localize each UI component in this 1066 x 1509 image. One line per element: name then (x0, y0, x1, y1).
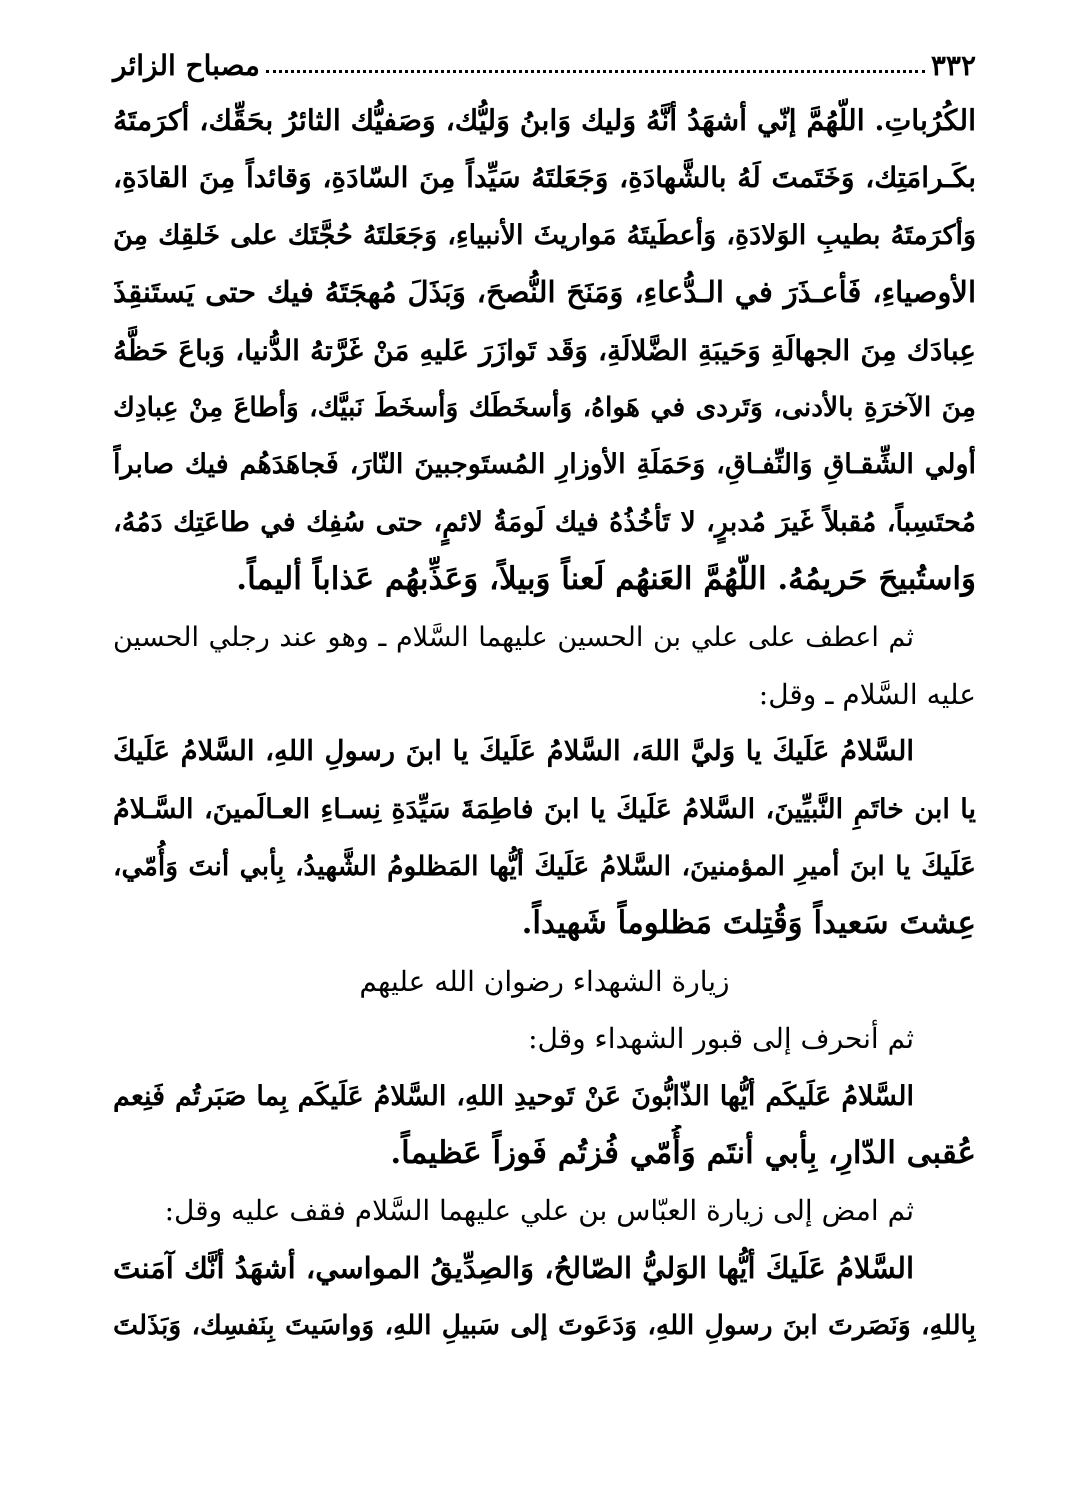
text-line: السَّلامُ عَلَيكَ أيُّها الوَليُّ الصّالحُ، وَالصِدِّيقُ المواسي، أشهَدُ أنَّك آمَنتَ (113, 1250, 914, 1285)
text-line: مُحتَسِباً، مُقبلاً غَيرَ مُدبرٍ، لا تَأخُذُهُ فيك لَومَةُ لائمٍ، حتى سُفِك في طاعَتِك دَمُهُ، (113, 506, 976, 538)
text-line: السَّلامُ عَلَيكَ يا وَليَّ اللهَ، السَّلامُ عَلَيكَ يا ابنَ رسولِ اللهِ، السَّلامُ عَلَيكَ (113, 735, 914, 768)
text-line: أولي الشِّقـاقِ وَالنِّفـاقِ، وَحَمَلَةِ الأوزارِ المُستَوجبينَ النّارَ، فَجاهَدَهُم فيك صابراً (113, 449, 976, 481)
text-line: وَاستُبيحَ حَريمُهُ. اللّهُمَّ العَنهُم لَعناً وَبيلاً، وَعَذِّبهُم عَذاباً أليماً. (236, 561, 976, 598)
text-line: يا ابن خاتَمِ النَّبيِّينَ، السَّلامُ عَلَيكَ يا ابنَ فاطِمَةَ سَيِّدَةِ نِسـاءِ العـالَمينَ، السَّـلامُ (113, 793, 976, 825)
text-line: الأوصياءِ، فَأعـذَرَ في الـدُّعاءِ، وَمَنَحَ النُّصحَ، وَبَذَلَ مُهجَتَهُ فيك حتى يَستَنقِذَ (113, 275, 976, 310)
book-title: مصباح الزائر (113, 49, 260, 82)
section-heading: زيارة الشهداء رضوان الله عليهم (359, 964, 730, 998)
text-line: عُقبى الدّارِ، بِأبي أنتَم وَأُمّي فُزتُم فَوزاً عَظيماً. (390, 1135, 976, 1172)
text-line: السَّلامُ عَلَيكَم أيُّها الذّابُّونَ عَنْ تَوحيدِ اللهِ، السَّلامُ عَلَيكَم بِما صَبَرتُم فَنِعم (113, 1080, 914, 1112)
page-number: ٣٣٢ (930, 49, 976, 82)
running-header (113, 42, 976, 82)
text-line: بكَـرامَتِك، وَخَتَمتَ لَهُ بالشَّهادَةِ، وَجَعَلتَهُ سَيِّداً مِنَ السّادَةِ، وَقائداً مِنَ القادَةِ، (113, 161, 976, 195)
header-leader-dots (266, 70, 925, 73)
text-line: عِبادَك مِنَ الجهالَةِ وَحَيبَةِ الضَّلالَةِ، وَقَد تَوازَرَ عَليهِ مَنْ غَرَّتهُ الدُّنيا، وَباعَ حَظَّهُ (113, 333, 976, 367)
text-line: وَأكرَمتَهُ بطيبِ الوَلادَةِ، وَأعطَيتَهُ مَواريثَ الأنبياءِ، وَجَعَلتَهُ حُجَّتَك على خَلقِك مِنَ (113, 219, 976, 251)
text-line: مِنَ الآخرَةِ بالأدنى، وَتَردى في هَواهُ، وَأسخَطَك وَأسخَطَ نَبيَّك، وَأطاعَ مِنْ عِبادِك (113, 391, 976, 423)
instruction-line: ثم امض إلى زيارة العبّاس بن علي عليهما السَّلام فقف عليه وقل: (164, 1194, 914, 1228)
text-line: عَلَيكَ يا ابنَ أميرِ المؤمنينَ، السَّلامُ عَلَيكَ أيُّها المَظلومُ الشَّهيدُ، بِأبي أنتَ وَأُمّي، (113, 851, 976, 883)
text-line: عِشتَ سَعيداً وَقُتِلتَ مَظلوماً شَهيداً. (521, 905, 976, 942)
page-text (113, 92, 976, 1355)
instruction-line: ثم أنحرف إلى قبور الشهداء وقل: (528, 1022, 914, 1056)
text-line: بِاللهِ، وَنَصَرتَ ابنَ رسولِ اللهِ، وَدَعَوتَ إلى سَبيلِ اللهِ، وَواسَيتَ بِنَفسِك، وَبَذَلتَ (113, 1310, 976, 1342)
instruction-line: عليه السَّلام ـ وقل: (758, 677, 976, 711)
instruction-line: ثم اعطف على علي بن الحسين عليهما السَّلام ـ وهو عند رجلي الحسين (113, 621, 914, 653)
text-line: الكُرُباتِ. اللّهُمَّ إنّي أشهَدُ أنَّهُ وَليك وَابنُ وَليُّك، وَصَفيُّك الثائرُ بحَقِّك، أكرَمتَهُ (113, 103, 976, 137)
